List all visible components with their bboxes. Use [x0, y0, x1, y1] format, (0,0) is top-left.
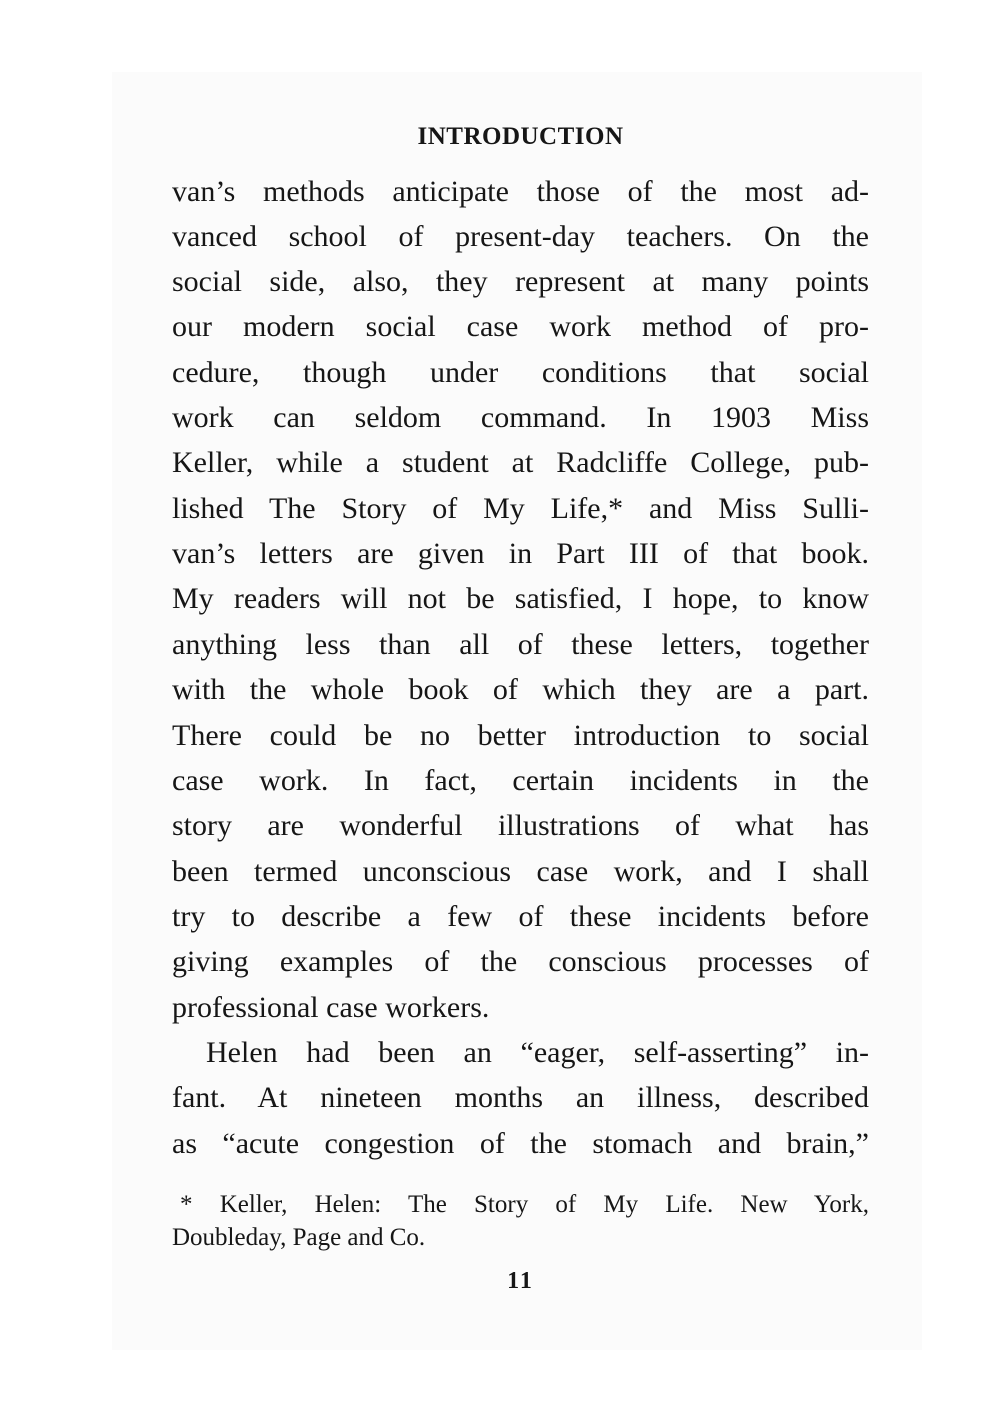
text-line: story are wonderful illustrations of what has	[172, 809, 869, 842]
text-line: as “acute congestion of the stomach and brain,”	[172, 1127, 869, 1160]
text-line: Helen had been an “eager, self-asserting” in-	[206, 1036, 869, 1069]
text-line: with the whole book of which they are a part.	[172, 673, 869, 706]
text-line: There could be no better introduction to social	[172, 719, 869, 752]
text-line: try to describe a few of these incidents before	[172, 900, 869, 933]
text-line: our modern social case work method of pro-	[172, 310, 869, 343]
footnote-line: Doubleday, Page and Co.	[172, 1224, 426, 1251]
footnote-line: * Keller, Helen: The Story of My Life. New York,	[180, 1191, 869, 1218]
text-line: lished The Story of My Life,* and Miss Sulli-	[172, 492, 869, 525]
text-line: giving examples of the conscious processes of	[172, 945, 869, 978]
text-line: cedure, though under conditions that social	[172, 356, 869, 389]
text-line: case work. In fact, certain incidents in the	[172, 764, 869, 797]
text-line: fant. At nineteen months an illness, described	[172, 1081, 869, 1114]
text-line: van’s methods anticipate those of the most ad-	[172, 175, 869, 208]
text-line: vanced school of present-day teachers. On the	[172, 220, 869, 253]
text-line: van’s letters are given in Part III of that book.	[172, 537, 869, 570]
text-line: anything less than all of these letters, together	[172, 628, 869, 661]
text-line: social side, also, they represent at many points	[172, 265, 869, 298]
text-line: My readers will not be satisfied, I hope, to know	[172, 582, 869, 615]
text-line: professional case workers.	[172, 991, 490, 1024]
running-head: INTRODUCTION	[417, 123, 624, 150]
page-number: 11	[507, 1268, 534, 1294]
text-line: work can seldom command. In 1903 Miss	[172, 401, 869, 434]
text-line: been termed unconscious case work, and I shall	[172, 855, 869, 888]
text-line: Keller, while a student at Radcliffe College, pub-	[172, 446, 869, 479]
